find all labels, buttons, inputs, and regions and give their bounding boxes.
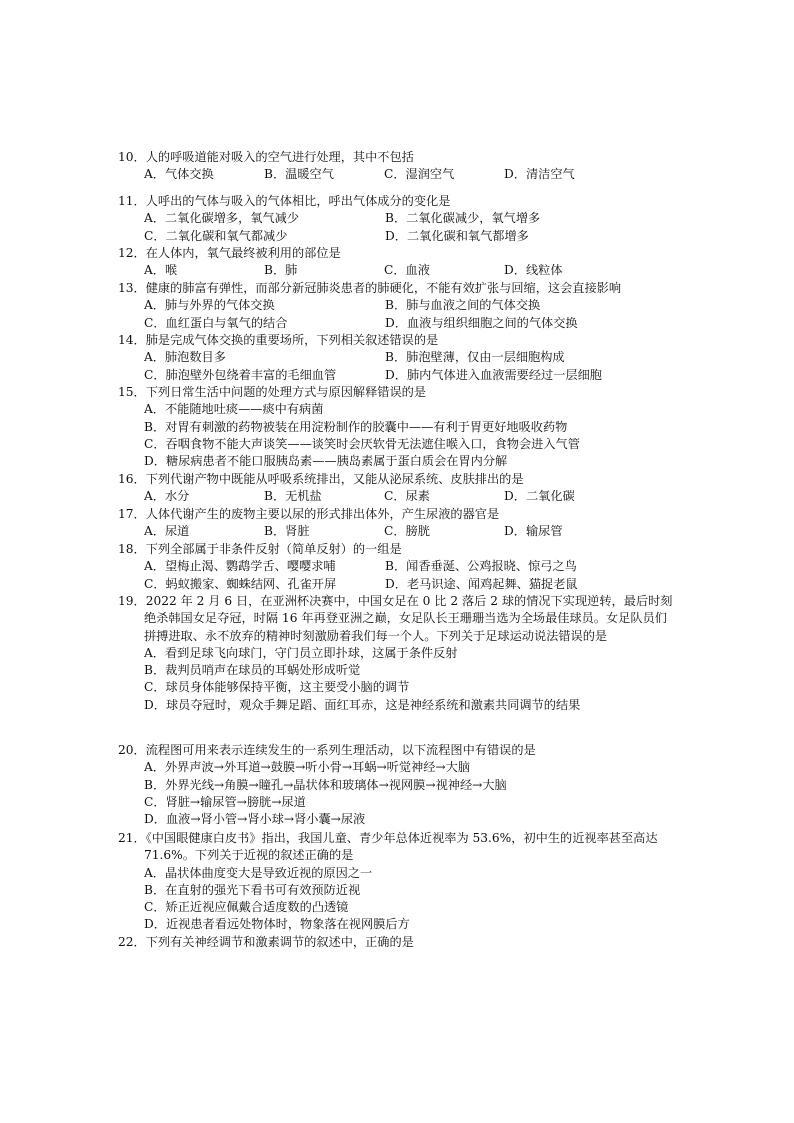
option-a: A．肺与外界的气体交换 (144, 298, 275, 313)
question-stem (118, 934, 678, 951)
option-c: C．矫正近视应佩戴合适度数的凸透镜 (144, 900, 349, 915)
question-number: 14． (118, 333, 146, 347)
question-text: 下列代谢产物中既能从呼吸系统排出，又能从泌尿系统、皮肤排出的是 (145, 472, 524, 486)
option-c: C．尿素 (384, 489, 430, 504)
question-stem (118, 332, 678, 349)
question-stem (118, 280, 678, 297)
option-b: B．肺 (264, 263, 298, 278)
option-a: A．望梅止渴、鹦鹉学舌、嘤嘤求哺 (144, 559, 336, 574)
option-d: D．线粒体 (504, 263, 563, 278)
option-c: C．血红蛋白与氧气的结合 (144, 315, 288, 330)
option-b: B．肾脏 (264, 524, 310, 539)
question-16 (118, 471, 678, 506)
question-text: 下列有关神经调节和激素调节的叙述中，正确的是 (145, 935, 414, 949)
question-number: 17． (118, 507, 146, 521)
question-text: 2022 年 2 月 6 日，在亚洲杯决赛中，中国女足在 0 比 2 落后 2 球的情况下实现逆转，最后时刻绝杀韩国女足夺冠，时隔 16 年再登亚洲之巅，女足队长王珊珊当选为全场最佳球员。女足队员们拼搏进取、永不放弃的精神时刻激励着我们每一个人。下列关于足球运动说法错误的是 (144, 594, 673, 643)
option-d: D．二氧化碳 (504, 489, 575, 504)
options-row (118, 523, 678, 540)
question-number: 10． (118, 150, 146, 164)
question-19 (118, 593, 678, 714)
question-number: 13． (118, 281, 146, 295)
question-number: 20． (118, 743, 146, 757)
question-17 (118, 506, 678, 541)
option-b: B．无机盐 (264, 489, 322, 504)
option-c: C．二氧化碳和氧气都减少 (144, 228, 288, 243)
question-number: 15． (118, 385, 146, 399)
options-row (118, 367, 678, 384)
option-d: D．老马识途、闻鸡起舞、猫捉老鼠 (385, 576, 578, 591)
question-text: 下列日常生活中问题的处理方式与原因解释错误的是 (145, 385, 427, 399)
option-b: B．在直射的强光下看书可有效预防近视 (144, 882, 361, 897)
question-12 (118, 245, 678, 280)
option-d: D．肺内气体进入血液需要经过一层细胞 (385, 367, 602, 382)
question-number: 16． (118, 472, 146, 486)
option-c: C．湿润空气 (384, 167, 455, 182)
options-row (118, 315, 678, 332)
option-b: B．闻香垂涎、公鸡报晓、惊弓之鸟 (385, 559, 577, 574)
option-b: B．对胃有刺激的药物被装在用淀粉制作的胶囊中——有利于胃更好地吸收药物 (144, 419, 568, 434)
question-11 (118, 193, 678, 245)
question-text: 下列全部属于非条件反射（简单反射）的一组是 (145, 542, 402, 556)
option-a: A．喉 (144, 263, 178, 278)
option-b: B．外界光线→角膜→瞳孔→晶状体和玻璃体→视网膜→视神经→大脑 (144, 777, 507, 792)
options-row (118, 488, 678, 505)
option-a: A．二氧化碳增多，氧气减少 (144, 211, 300, 226)
question-stem (118, 245, 678, 262)
question-stem (118, 742, 678, 759)
question-15 (118, 384, 678, 470)
option-a: A．不能随地吐痰——痰中有病菌 (144, 402, 324, 417)
option-d: D．二氧化碳和氧气都增多 (385, 228, 529, 243)
question-number: 12． (118, 246, 146, 260)
option-d: D．血液与组织细胞之间的气体交换 (385, 315, 578, 330)
options-row (118, 262, 678, 279)
option-a: A．外界声波→外耳道→鼓膜→听小骨→耳蜗→听觉神经→大脑 (144, 760, 471, 775)
question-stem (118, 471, 678, 488)
option-c: C．肺泡壁外包绕着丰富的毛细血管 (144, 367, 337, 382)
option-a: A．晶状体曲度变大是导致近视的原因之一 (144, 865, 373, 880)
option-a: A．尿道 (144, 524, 190, 539)
question-text: 《中国眼健康白皮书》指出，我国儿童、青少年总体近视率为 53.6%，初中生的近视率甚至高达 71.6%。下列关于近视的叙述正确的是 (144, 831, 658, 863)
question-text: 在人体内，氧气最终被利用的部位是 (145, 246, 341, 260)
question-text: 人的呼吸道能对吸入的空气进行处理，其中不包括 (145, 150, 414, 164)
question-10 (118, 149, 678, 184)
option-b: B．裁判员哨声在球员的耳蜗处形成听觉 (144, 663, 361, 678)
option-c: C．膀胱 (384, 524, 430, 539)
question-stem (118, 593, 678, 645)
option-a: A．气体交换 (144, 167, 214, 182)
question-stem (118, 384, 678, 401)
question-number: 11． (118, 194, 146, 208)
question-14 (118, 332, 678, 384)
question-text: 人呼出的气体与吸入的气体相比，呼出气体成分的变化是 (145, 194, 451, 208)
question-text: 流程图可用来表示连续发生的一系列生理活动，以下流程图中有错误的是 (145, 743, 536, 757)
option-b: B．肺泡壁薄，仅由一层细胞构成 (385, 350, 565, 365)
options-row (118, 297, 678, 314)
question-number: 21． (118, 831, 146, 845)
option-c: C．吞咽食物不能大声谈笑——谈笑时会厌软骨无法遮住喉入口，食物会进入气管 (144, 436, 580, 451)
question-stem (118, 830, 678, 865)
question-text: 人体代谢产生的废物主要以尿的形式排出体外，产生尿液的器官是 (145, 507, 500, 521)
question-number: 18． (118, 542, 146, 556)
option-d: D．近视患者看远处物体时，物象落在视网膜后方 (144, 917, 410, 932)
option-d: D．血液→肾小管→肾小球→肾小囊→尿液 (144, 812, 366, 827)
option-b: B．肺与血液之间的气体交换 (385, 298, 541, 313)
question-18 (118, 541, 678, 593)
question-text: 健康的肺富有弹性，而部分新冠肺炎患者的肺硬化，不能有效扩张与回缩，这会直接影响 (145, 281, 622, 295)
question-stem (118, 506, 678, 523)
options-row (118, 228, 678, 245)
option-c: C．肾脏→输尿管→膀胱→尿道 (144, 794, 306, 809)
question-20 (118, 742, 678, 828)
option-a: A．肺泡数目多 (144, 350, 226, 365)
option-a: A．看到足球飞向球门，守门员立即扑球，这属于条件反射 (144, 645, 458, 660)
option-d: D．球员夺冠时，观众手舞足蹈、面红耳赤，这是神经系统和激素共同调节的结果 (144, 697, 581, 712)
option-c: C．球员身体能够保持平衡，这主要受小脑的调节 (144, 680, 410, 695)
option-a: A．水分 (144, 489, 190, 504)
options-row (118, 558, 678, 575)
question-stem (118, 541, 678, 558)
option-d: D．输尿管 (504, 524, 563, 539)
question-22 (118, 934, 678, 951)
option-d: D．清洁空气 (504, 167, 575, 182)
question-number: 19． (118, 594, 146, 608)
option-b: B．二氧化碳减少，氧气增多 (385, 211, 541, 226)
options-row (118, 166, 678, 183)
question-13 (118, 280, 678, 332)
options-row (118, 349, 678, 366)
options-row (118, 576, 678, 593)
options-row (118, 210, 678, 227)
option-c: C．血液 (384, 263, 430, 278)
option-c: C．蚂蚁搬家、蜘蛛结网、孔雀开屏 (144, 576, 337, 591)
question-stem (118, 193, 678, 210)
question-text: 肺是完成气体交换的重要场所，下列相关叙述错误的是 (145, 333, 439, 347)
question-stem (118, 149, 678, 166)
question-number: 22． (118, 935, 146, 949)
question-21 (118, 830, 678, 934)
option-d: D．糖尿病患者不能口服胰岛素——胰岛素属于蛋白质会在胃内分解 (144, 454, 508, 469)
option-b: B．温暖空气 (264, 167, 334, 182)
